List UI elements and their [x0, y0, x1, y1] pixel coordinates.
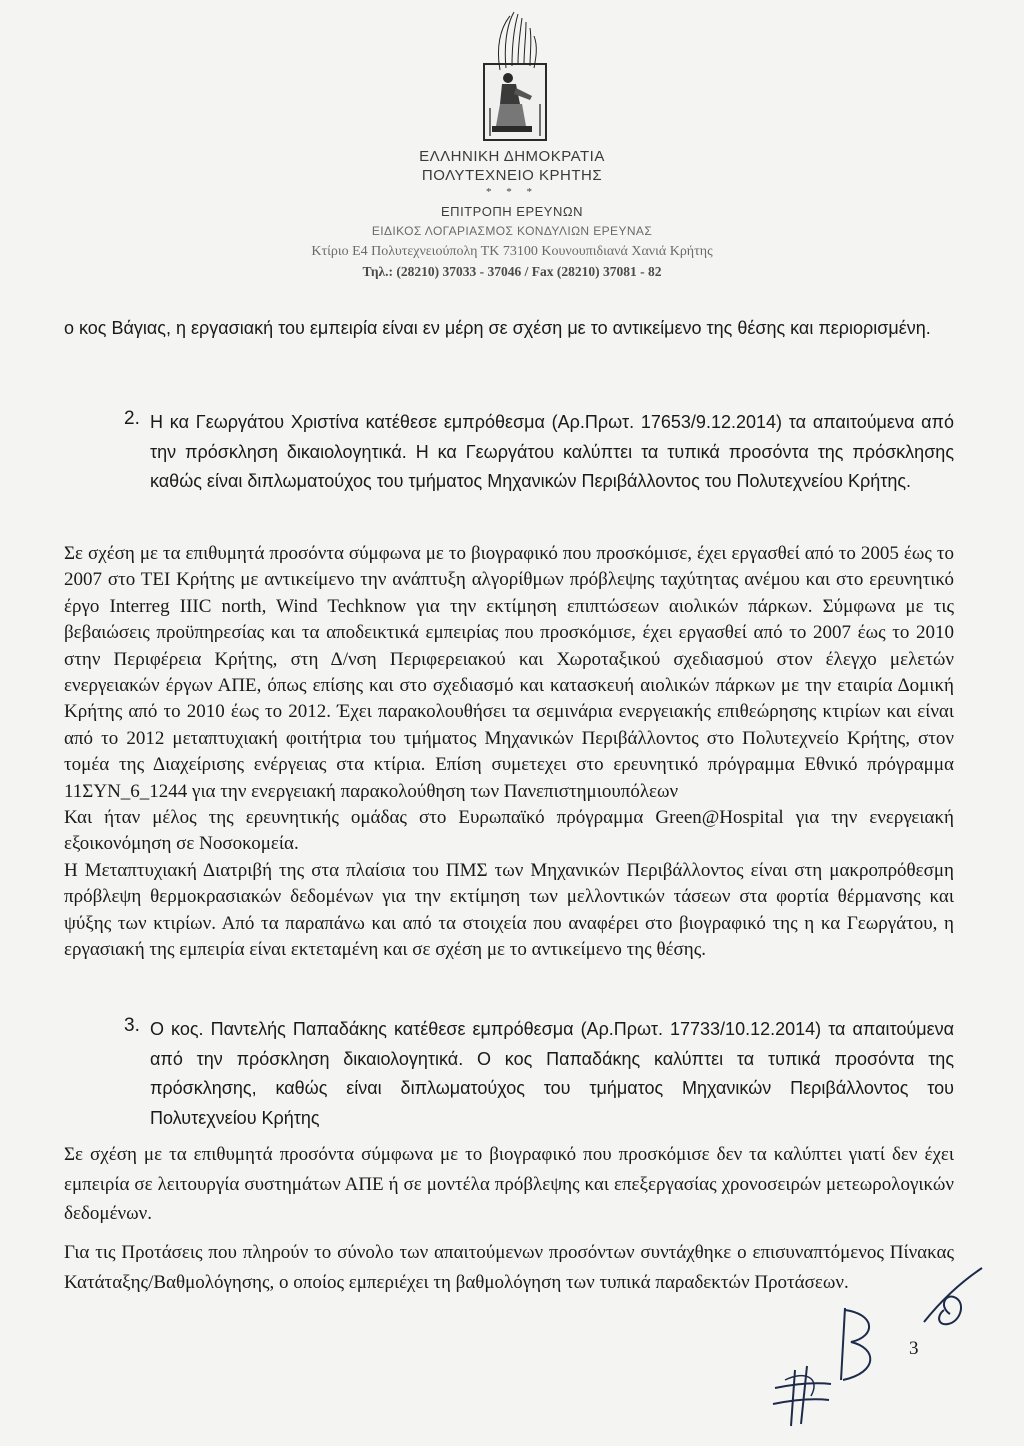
handwritten-signature [765, 1300, 895, 1430]
page-number: 3 [909, 1338, 919, 1359]
header-stars: * * * [486, 186, 538, 198]
paragraph-papadakis-qualifications: Σε σχέση με τα επιθυμητά προσόντα σύμφωνα με το βιογραφικό που προσκόμισε δεν τα καλύπτει γιατί δεν έχει εμπειρία σε λειτουργία συστημάτων ΑΠΕ ή σε μοντέλα πρόβλεψης και επεξεργασίας χρονοσειρών μετεωρολογικών δεδομένων. [64, 1144, 954, 1224]
item-3-number: 3. [124, 1015, 140, 1036]
georgatou-green-hospital: Και ήταν μέλος της ερευνητικής ομάδας στο Ευρωπαϊκό πρόγραμμα Green@Hospital για την ενεργειακή εξοικονόμηση σε Νοσοκομεία. [64, 807, 954, 855]
paragraph-vagias: ο κος Βάγιας, η εργασιακή του εμπειρία είναι εν μέρη σε σχέση με το αντικείμενο της θέσης και περιορισμένη. [64, 318, 931, 338]
handwritten-initials-top [920, 1262, 990, 1342]
header-committee: ΕΠΙΤΡΟΠΗ ΕΡΕΥΝΩΝ [441, 204, 583, 219]
header-greek-republic: ΕΛΛΗΝΙΚΗ ΔΗΜΟΚΡΑΤΙΑ [419, 148, 605, 165]
university-logo [470, 8, 560, 148]
header-university-name: ΠΟΛΥΤΕΧΝΕΙΟ ΚΡΗΤΗΣ [421, 167, 603, 184]
header-address: Κτίριο Ε4 Πολυτεχνειούπολη ΤΚ 73100 Κουνουπιδιανά Χανιά Κρήτης [311, 244, 713, 259]
paragraph-georgatou-qualifications [64, 541, 954, 964]
item-2-georgatou: Η κα Γεωργάτου Χριστίνα κατέθεσε εμπρόθεσμα (Αρ.Πρωτ. 17653/9.12.2014) τα απαιτούμενα από την πρόσκληση δικαιολογητικά. Η κα Γεωργάτου καλύπτει τα τυπικά προσόντα της πρόσκλησης καθώς είναι διπλωματούχος του τμήματος Μηχανικών Περιβάλλοντος του Πολυτεχνείου Κρήτης. [150, 412, 954, 491]
item-2-number: 2. [124, 408, 140, 429]
georgatou-thesis: Η Μεταπτυχιακή Διατριβή της στα πλαίσια του ΠΜΣ των Μηχανικών Περιβάλλοντος είναι στη μακροπρόθεσμη πρόβλεψη θερμοκρασιακών δεδομένων για την εκτίμηση των μελλοντικών τάσεων στα φορτία θέρμανσης και ψύξης των κτιρίων. Από τα παραπάνω και από τα στοιχεία που αναφέρει στο βιογραφικό της η κα Γεωργάτου, η εργασιακή της εμπειρία είναι εκτεταμένη και σε σχέση με το αντικείμενο της θέσης. [64, 859, 954, 961]
item-3-papadakis: Ο κος. Παντελής Παπαδάκης κατέθεσε εμπρόθεσμα (Αρ.Πρωτ. 17733/10.12.2014) τα απαιτούμενα από την πρόσκληση δικαιολογητικά. Ο κος Παπαδάκης καλύπτει τα τυπικά προσόντα της πρόσκλησης, καθώς είναι διπλωματούχος του τμήματος Μηχανικών Περιβάλλοντος του Πολυτεχνείου Κρήτης [150, 1019, 954, 1128]
georgatou-experience: Σε σχέση με τα επιθυμητά προσόντα σύμφωνα με το βιογραφικό που προσκόμισε, έχει εργασθεί από το 2005 έως το 2007 στο ΤΕΙ Κρήτης με αντικείμενο την ανάπτυξη αλγορίθμων πρόβλεψης ταχύτητας ανέμου και στο ερευνητικό έργο Interreg IIIC north, Wind Techknow για την εκτίμηση επιπτώσεων αιολικών πάρκων. Σύμφωνα με τις βεβαιώσεις προϋπηρεσίας και τα αποδεικτικά εμπειρίας που προσκόμισε, έχει εργασθεί από το 2007 έως το 2010 στην Περιφέρεια Κρήτης, στη Δ/νση Περιφερειακού και Χωροταξικού σχεδιασμού στον έλεγχο μελετών ενεργειακών έργων ΑΠΕ, όπως επίσης και στο σχεδιασμό και κατασκευή αιολικών πάρκων με την εταιρία Δομική Κρήτης από το 2010 έως το 2012. Έχει παρακολουθήσει τα σεμινάρια ενεργειακής επιθεώρησης κτιρίων και είναι από το 2012 μεταπτυχιακή φοιτήτρια του τμήματος Μηχανικών Περιβάλλοντος στο Πολυτεχνείο Κρήτης, στον τομέα της Διαχείρισης ενέργειας στα κτίρια. Επίση συμετεχει στο ερευνητικό πρόγραμμα Εθνικό πρόγραμμα 11ΣΥΝ_6_1244 για την ενεργειακή παρακολούθηση των Πανεπιστημιουπόλεων [64, 543, 954, 802]
header-special-account: ΕΙΔΙΚΟΣ ΛΟΓΑΡΙΑΣΜΟΣ ΚΟΝΔΥΛΙΩΝ ΕΡΕΥΝΑΣ [371, 224, 653, 238]
paragraph-ranking-table: Για τις Προτάσεις που πληρούν το σύνολο των απαιτούμενων προσόντων συντάχθηκε ο επισυναπτόμενος Πίνακας Κατάταξης/Βαθμολόγησης, ο οποίος εμπεριέχει τη βαθμολόγηση των τυπικά παραδεκτών Προτάσεων. [64, 1242, 954, 1293]
header-phone-fax: Τηλ.: (28210) 37033 - 37046 / Fax (28210) 37081 - 82 [362, 264, 662, 279]
